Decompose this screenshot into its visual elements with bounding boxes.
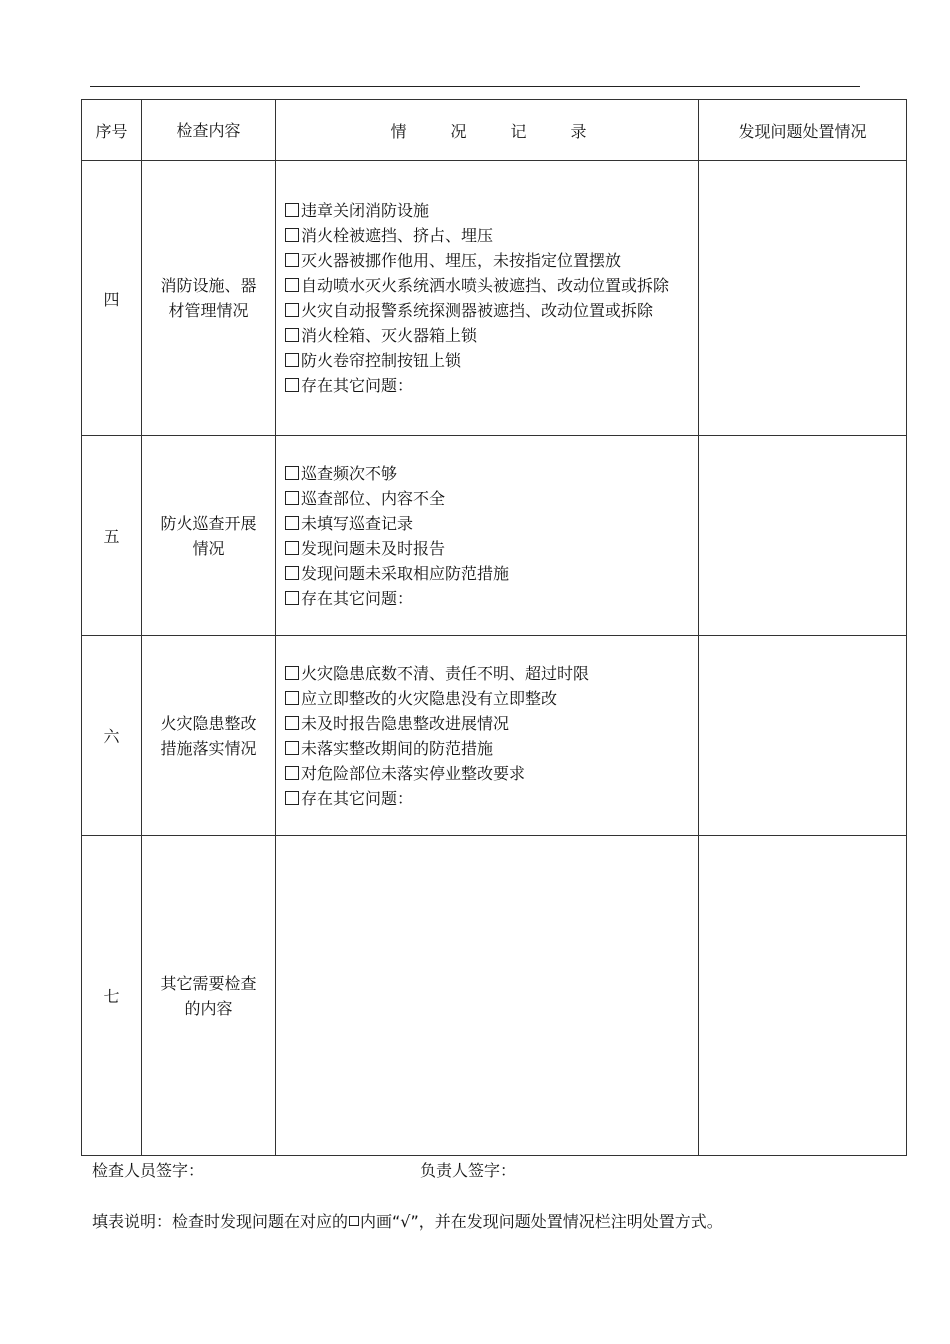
checkbox[interactable] (285, 378, 299, 392)
check-label: 存在其它问题： (301, 788, 414, 808)
check-label: 消火栓被遮挡、挤占、埋压 (301, 226, 494, 245)
header-record-char: 录 (570, 121, 587, 141)
row-handling-cell[interactable] (699, 161, 907, 436)
checkbox[interactable] (285, 328, 299, 342)
table-row (82, 836, 907, 1156)
check-list (285, 198, 692, 398)
check-list (285, 461, 692, 611)
row-item-line: 措施落实情况 (160, 738, 257, 758)
row-item-line: 材管理情况 (168, 301, 249, 320)
check-item (285, 273, 692, 298)
checkbox[interactable] (285, 566, 299, 580)
row-record (276, 436, 699, 636)
header-record-char: 况 (450, 121, 467, 141)
check-label: 火灾自动报警系统探测器被遮挡、改动位置或拆除 (301, 301, 654, 320)
checkbox[interactable] (285, 691, 299, 705)
row-item-line: 情况 (192, 538, 225, 558)
row-item (142, 636, 276, 836)
check-item (285, 198, 692, 223)
row-seq: 七 (82, 836, 142, 1156)
check-label: 违章关闭消防设施 (301, 201, 430, 220)
check-label: 存在其它问题： (301, 588, 414, 608)
checkbox[interactable] (285, 716, 299, 730)
header-handling: 发现问题处置情况 (699, 100, 907, 161)
check-label: 未填写巡查记录 (301, 513, 414, 533)
row-record-cell[interactable] (276, 836, 699, 1156)
check-item (285, 248, 692, 273)
check-label: 火灾隐患底数不清、责任不明、超过时限 (301, 663, 590, 683)
check-label: 灭火器被挪作他用、埋压，未按指定位置摆放 (301, 251, 622, 270)
checkbox[interactable] (285, 253, 299, 267)
checkbox[interactable] (285, 466, 299, 480)
check-label: 巡查部位、内容不全 (301, 488, 446, 508)
check-label: 发现问题未采取相应防范措施 (301, 563, 510, 583)
check-item (285, 761, 692, 786)
row-item (142, 836, 276, 1156)
responsible-signature-label: 负责人签字： (420, 1161, 517, 1180)
row-item-line: 火灾隐患整改 (160, 713, 257, 733)
check-label: 对危险部位未落实停业整改要求 (301, 763, 526, 783)
check-label: 未及时报告隐患整改进展情况 (301, 713, 510, 733)
top-rule (90, 86, 860, 87)
table-header-row (82, 100, 907, 161)
checkbox[interactable] (285, 791, 299, 805)
check-item (285, 786, 692, 811)
note-text-after: 内画“√”，并在发现问题处置情况栏注明处置方式。 (360, 1212, 723, 1231)
checkbox[interactable] (285, 591, 299, 605)
check-item (285, 298, 692, 323)
header-record-char: 记 (510, 121, 527, 141)
check-label: 防火卷帘控制按钮上锁 (301, 351, 462, 370)
header-item: 检查内容 (142, 100, 276, 161)
row-record (276, 636, 699, 836)
checkbox[interactable] (285, 353, 299, 367)
check-item (285, 323, 692, 348)
header-seq: 序号 (82, 100, 142, 161)
row-handling-cell[interactable] (699, 436, 907, 636)
check-item (285, 561, 692, 586)
checkbox[interactable] (285, 766, 299, 780)
check-item (285, 486, 692, 511)
checkbox[interactable] (285, 228, 299, 242)
checkbox[interactable] (285, 541, 299, 555)
checkbox[interactable] (285, 303, 299, 317)
checkbox[interactable] (285, 741, 299, 755)
row-item-line: 的内容 (184, 998, 233, 1018)
checkbox[interactable] (285, 666, 299, 680)
check-item (285, 223, 692, 248)
row-item (142, 161, 276, 436)
check-item (285, 348, 692, 373)
inspector-signature-label: 检查人员签字： (92, 1161, 205, 1180)
check-item (285, 711, 692, 736)
small-checkbox-icon (349, 1216, 359, 1226)
checkbox[interactable] (285, 203, 299, 217)
row-seq: 五 (82, 436, 142, 636)
check-item (285, 661, 692, 686)
table-row (82, 161, 907, 436)
row-item-line: 消防设施、器 (160, 276, 257, 295)
check-label: 巡查频次不够 (301, 463, 398, 483)
check-item (285, 586, 692, 611)
row-seq: 六 (82, 636, 142, 836)
header-record-char: 情 (390, 121, 407, 141)
row-item (142, 436, 276, 636)
check-item (285, 686, 692, 711)
check-label: 未落实整改期间的防范措施 (301, 738, 494, 758)
row-record (276, 161, 699, 436)
table-row (82, 436, 907, 636)
row-handling-cell[interactable] (699, 636, 907, 836)
row-item-line: 防火巡查开展 (160, 513, 257, 533)
check-item (285, 511, 692, 536)
checkbox[interactable] (285, 516, 299, 530)
checkbox[interactable] (285, 278, 299, 292)
check-label: 存在其它问题： (301, 376, 414, 395)
check-item (285, 373, 692, 398)
fill-instructions (92, 1209, 723, 1232)
table-row (82, 636, 907, 836)
inspection-table (81, 99, 907, 1156)
checkbox[interactable] (285, 491, 299, 505)
check-list (285, 661, 692, 811)
note-text-before: 填表说明：检查时发现问题在对应的 (92, 1212, 349, 1231)
check-item (285, 536, 692, 561)
check-label: 应立即整改的火灾隐患没有立即整改 (301, 688, 558, 708)
header-record (276, 100, 699, 161)
check-item (285, 461, 692, 486)
check-item (285, 736, 692, 761)
check-label: 自动喷水灭火系统洒水喷头被遮挡、改动位置或拆除 (301, 276, 670, 295)
row-seq: 四 (82, 161, 142, 436)
row-handling-cell[interactable] (699, 836, 907, 1156)
check-label: 发现问题未及时报告 (301, 538, 446, 558)
row-item-line: 其它需要检查 (160, 973, 257, 993)
check-label: 消火栓箱、灭火器箱上锁 (301, 326, 478, 345)
